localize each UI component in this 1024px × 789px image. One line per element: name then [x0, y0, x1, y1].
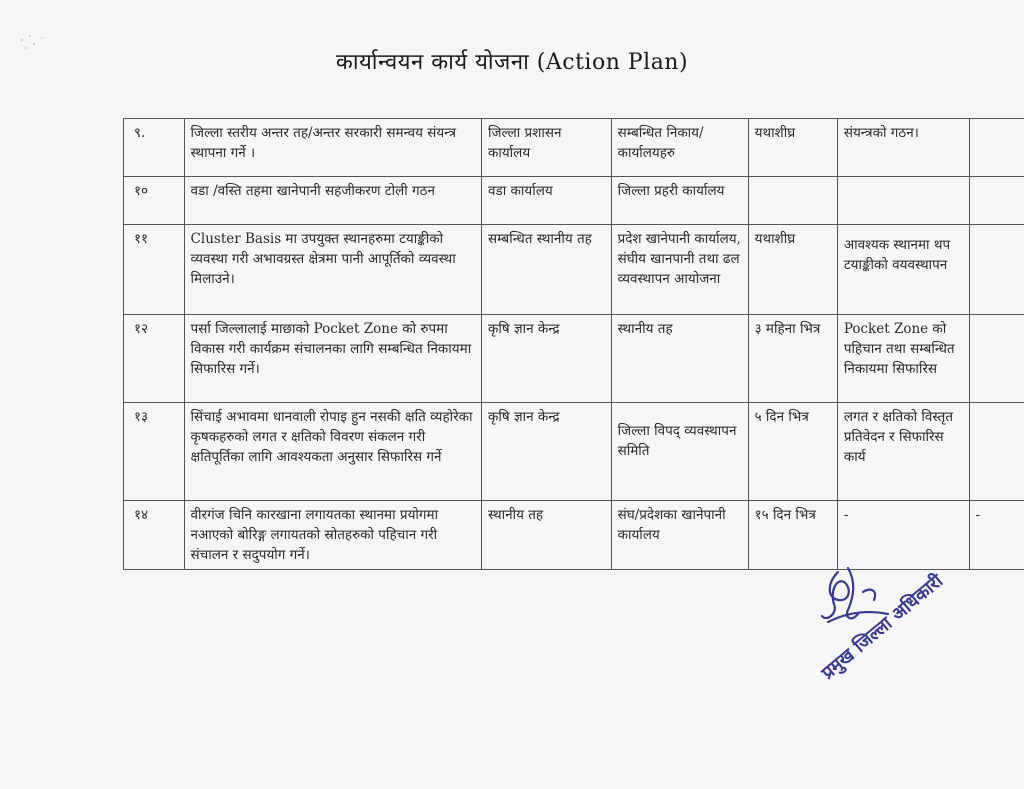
stamp-text: प्रमुख जिल्ला अधिकारी [817, 570, 948, 684]
support-cell: सम्बन्धित निकाय/कार्यालयहरु [611, 119, 748, 177]
support-cell: संघ/प्रदेशका खानेपानी कार्यालय [611, 501, 748, 570]
activity-cell: जिल्ला स्तरीय अन्तर तह/अन्तर सरकारी समन्वय संयन्त्र स्थापना गर्ने । [184, 119, 481, 177]
timeline-cell [748, 177, 837, 225]
signature-stamp [808, 552, 1008, 692]
activity-cell: वीरगंज चिनि कारखाना लगायतका स्थानमा प्रयोगमा नआएको बोरिङ्ग लगायतको स्रोतहरुको पहिचान गरी संचालन र सदुपयोग गर्ने। [184, 501, 481, 570]
activity-cell: वडा /वस्ति तहमा खानेपानी सहजीकरण टोली गठन [184, 177, 481, 225]
activity-cell: पर्सा जिल्लालाई माछाको Pocket Zone को रुपमा विकास गरी कार्यक्रम संचालनका लागि सम्बन्धित निकायमा सिफारिस गर्ने। [184, 315, 481, 403]
extra-cell [969, 315, 1024, 403]
activity-cell: सिंचाई अभावमा धानवाली रोपाइ हुन नसकी क्षति व्यहोरेका कृषकहरुको लगत र क्षतिको विवरण संकलन गरी क्षतिपूर्तिका लागि आवश्यकता अनुसार सिफारिस गर्ने [184, 403, 481, 501]
timeline-cell: १५ दिन भित्र [748, 501, 837, 570]
activity-cell: Cluster Basis मा उपयुक्त स्थानहरुमा टयाङ्कीको व्यवस्था गरी अभावग्रस्त क्षेत्रमा पानी आपूर्तिको व्यवस्था मिलाउने। [184, 225, 481, 315]
extra-cell: - [969, 501, 1024, 570]
table-row [124, 403, 1024, 501]
table-row [124, 119, 1024, 177]
extra-cell [969, 119, 1024, 177]
serial-number: १३ [124, 403, 185, 501]
responsible-cell: स्थानीय तह [481, 501, 611, 570]
support-cell: स्थानीय तह [611, 315, 748, 403]
responsible-cell: कृषि ज्ञान केन्द्र [481, 403, 611, 501]
output-cell: लगत र क्षतिको विस्तृत प्रतिवेदन र सिफारिस कार्य [837, 403, 969, 501]
responsible-cell: वडा कार्यालय [481, 177, 611, 225]
output-cell: Pocket Zone को पहिचान तथा सम्बन्धित निकायमा सिफारिस [837, 315, 969, 403]
output-cell: आवश्यक स्थानमा थप टयाङ्कीको वयवस्थापन [837, 225, 969, 315]
table-row [124, 177, 1024, 225]
support-cell: प्रदेश खानेपानी कार्यालय, संघीय खानपानी तथा ढल व्यवस्थापन आयोजना [611, 225, 748, 315]
responsible-cell: जिल्ला प्रशासन कार्यालय [481, 119, 611, 177]
serial-number: १० [124, 177, 185, 225]
table-row [124, 315, 1024, 403]
action-plan-table [123, 118, 1024, 570]
responsible-cell: सम्बन्धित स्थानीय तह [481, 225, 611, 315]
extra-cell [969, 177, 1024, 225]
output-cell: संयन्त्रको गठन। [837, 119, 969, 177]
timeline-cell: ३ महिना भित्र [748, 315, 837, 403]
output-cell [837, 177, 969, 225]
timeline-cell: ५ दिन भित्र [748, 403, 837, 501]
timeline-cell: यथाशीघ्र [748, 225, 837, 315]
serial-number: १२ [124, 315, 185, 403]
scan-speck [12, 28, 62, 58]
table-row [124, 225, 1024, 315]
serial-number: ९. [124, 119, 185, 177]
extra-cell [969, 403, 1024, 501]
extra-cell [969, 225, 1024, 315]
timeline-cell: यथाशीघ्र [748, 119, 837, 177]
responsible-cell: कृषि ज्ञान केन्द्र [481, 315, 611, 403]
page-title: कार्यान्वयन कार्य योजना (Action Plan) [335, 50, 689, 75]
serial-number: ११ [124, 225, 185, 315]
output-cell: - [837, 501, 969, 570]
serial-number: १४ [124, 501, 185, 570]
support-cell: जिल्ला प्रहरी कार्यालय [611, 177, 748, 225]
support-cell: जिल्ला विपद् व्यवस्थापन समिति [611, 403, 748, 501]
